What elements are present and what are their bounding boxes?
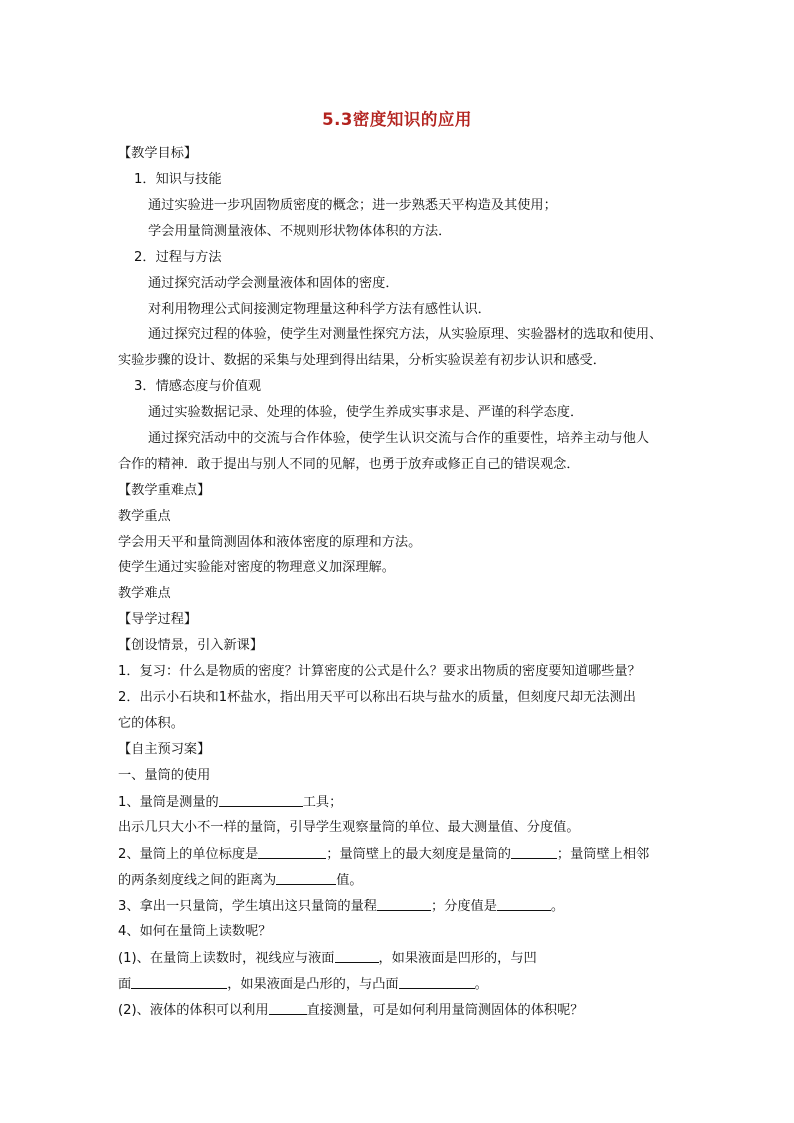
paragraph-line: 通过实验数据记录、处理的体验，使学生养成实事求是、严谨的科学态度． [148, 405, 584, 420]
fill-blank[interactable] [511, 846, 557, 859]
paragraph-line: 通过探究活动中的交流与合作体验，使学生认识交流与合作的重要性，培养主动与他人 [148, 431, 650, 446]
question-4-2 [118, 1002, 584, 1019]
question-text: 。 [550, 899, 565, 914]
subheading: 2．过程与方法 [134, 250, 222, 265]
paragraph-line: 通过探究活动学会测量液体和固体的密度． [148, 276, 399, 291]
paragraph-line: 它的体积。 [118, 716, 184, 731]
paragraph-line: 合作的精神．敢于提出与别人不同的见解，也勇于放弃或修正自己的错误观念． [118, 457, 580, 472]
question-text: 工具； [302, 795, 343, 810]
section-heading: 【创设情景，引入新课】 [118, 638, 264, 653]
question-2 [118, 846, 649, 863]
fill-blank[interactable] [258, 846, 326, 859]
question-text: (1)、在量筒上读数时，视线应与液面 [118, 951, 335, 966]
question-text: 3、拿出一只量筒，学生填出这只量筒的量程 [118, 899, 377, 914]
question-text: 的两条刻度线之间的距离为 [118, 873, 277, 888]
question-text: ，如果液面是凸形的，与凸面 [227, 977, 399, 992]
paragraph-line: 对利用物理公式间接测定物理量这种科学方法有感性认识． [148, 302, 491, 317]
paragraph-line: 教学难点 [118, 586, 171, 601]
question-text: ；量筒壁上的最大刻度是量筒的 [326, 847, 511, 862]
fill-blank[interactable] [276, 872, 336, 885]
fill-blank[interactable] [497, 898, 551, 911]
paragraph-line: 学会用量筒测量液体、不规则形状物体体积的方法． [148, 224, 452, 239]
page-title: 5.3密度知识的应用 [322, 110, 472, 129]
subheading: 1．知识与技能 [134, 172, 222, 187]
question-4: 4、如何在量筒上读数呢？ [118, 924, 272, 939]
question-text: 。 [474, 977, 488, 992]
paragraph-line: 学会用天平和量筒测固体和液体密度的原理和方法。 [118, 535, 422, 550]
question-4-1 [118, 950, 537, 967]
fill-blank[interactable] [399, 976, 475, 989]
question-text: ；量筒壁上相邻 [556, 847, 650, 862]
question-3 [118, 898, 564, 915]
question-text: ；分度值是 [430, 899, 497, 914]
section-heading: 【教学目标】 [118, 146, 198, 161]
paragraph-line: 一、量筒的使用 [118, 768, 211, 783]
paragraph-line: 1．复习：什么是物质的密度？计算密度的公式是什么？要求出物质的密度要知道哪些量？ [118, 664, 641, 679]
paragraph-line: 出示几只大小不一样的量筒，引导学生观察量筒的单位、最大测量值、分度值。 [118, 820, 580, 835]
section-heading: 【自主预习案】 [118, 742, 211, 757]
paragraph-line: 实验步骤的设计、数据的采集与处理到得出结果，分析实验误差有初步认识和感受． [118, 353, 606, 368]
fill-blank[interactable] [219, 794, 303, 807]
paragraph-line: 2．出示小石块和1杯盐水，指出用天平可以称出石块与盐水的质量，但刻度尺却无法测出 [118, 690, 636, 705]
paragraph-line: 通过探究过程的体验，使学生对测量性探究方法，从实验原理、实验器材的选取和使用、 [148, 327, 663, 342]
question-text: 直接测量，可是如何利用量筒测固体的体积呢？ [306, 1003, 584, 1018]
question-text: 值。 [336, 873, 363, 888]
section-heading: 【导学过程】 [118, 612, 198, 627]
paragraph-line: 教学重点 [118, 509, 171, 524]
fill-blank[interactable] [377, 898, 431, 911]
question-2-continued [118, 872, 363, 889]
question-4-1-continued [118, 976, 488, 993]
fill-blank[interactable] [335, 950, 379, 963]
question-1 [118, 794, 342, 811]
fill-blank[interactable] [269, 1002, 307, 1015]
paragraph-line: 使学生通过实验能对密度的物理意义加深理解。 [118, 560, 395, 575]
subheading: 3．情感态度与价值观 [134, 379, 262, 394]
question-text: 面 [118, 977, 132, 992]
question-text: (2)、液体的体积可以利用 [118, 1003, 269, 1018]
question-text: 2、量筒上的单位标度是 [118, 847, 259, 862]
question-text: ，如果液面是凹形的，与凹 [378, 951, 537, 966]
paragraph-line: 通过实验进一步巩固物质密度的概念；进一步熟悉天平构造及其使用； [148, 198, 557, 213]
fill-blank[interactable] [131, 976, 227, 989]
section-heading: 【教学重难点】 [118, 483, 211, 498]
question-text: 1、量筒是测量的 [118, 795, 219, 810]
